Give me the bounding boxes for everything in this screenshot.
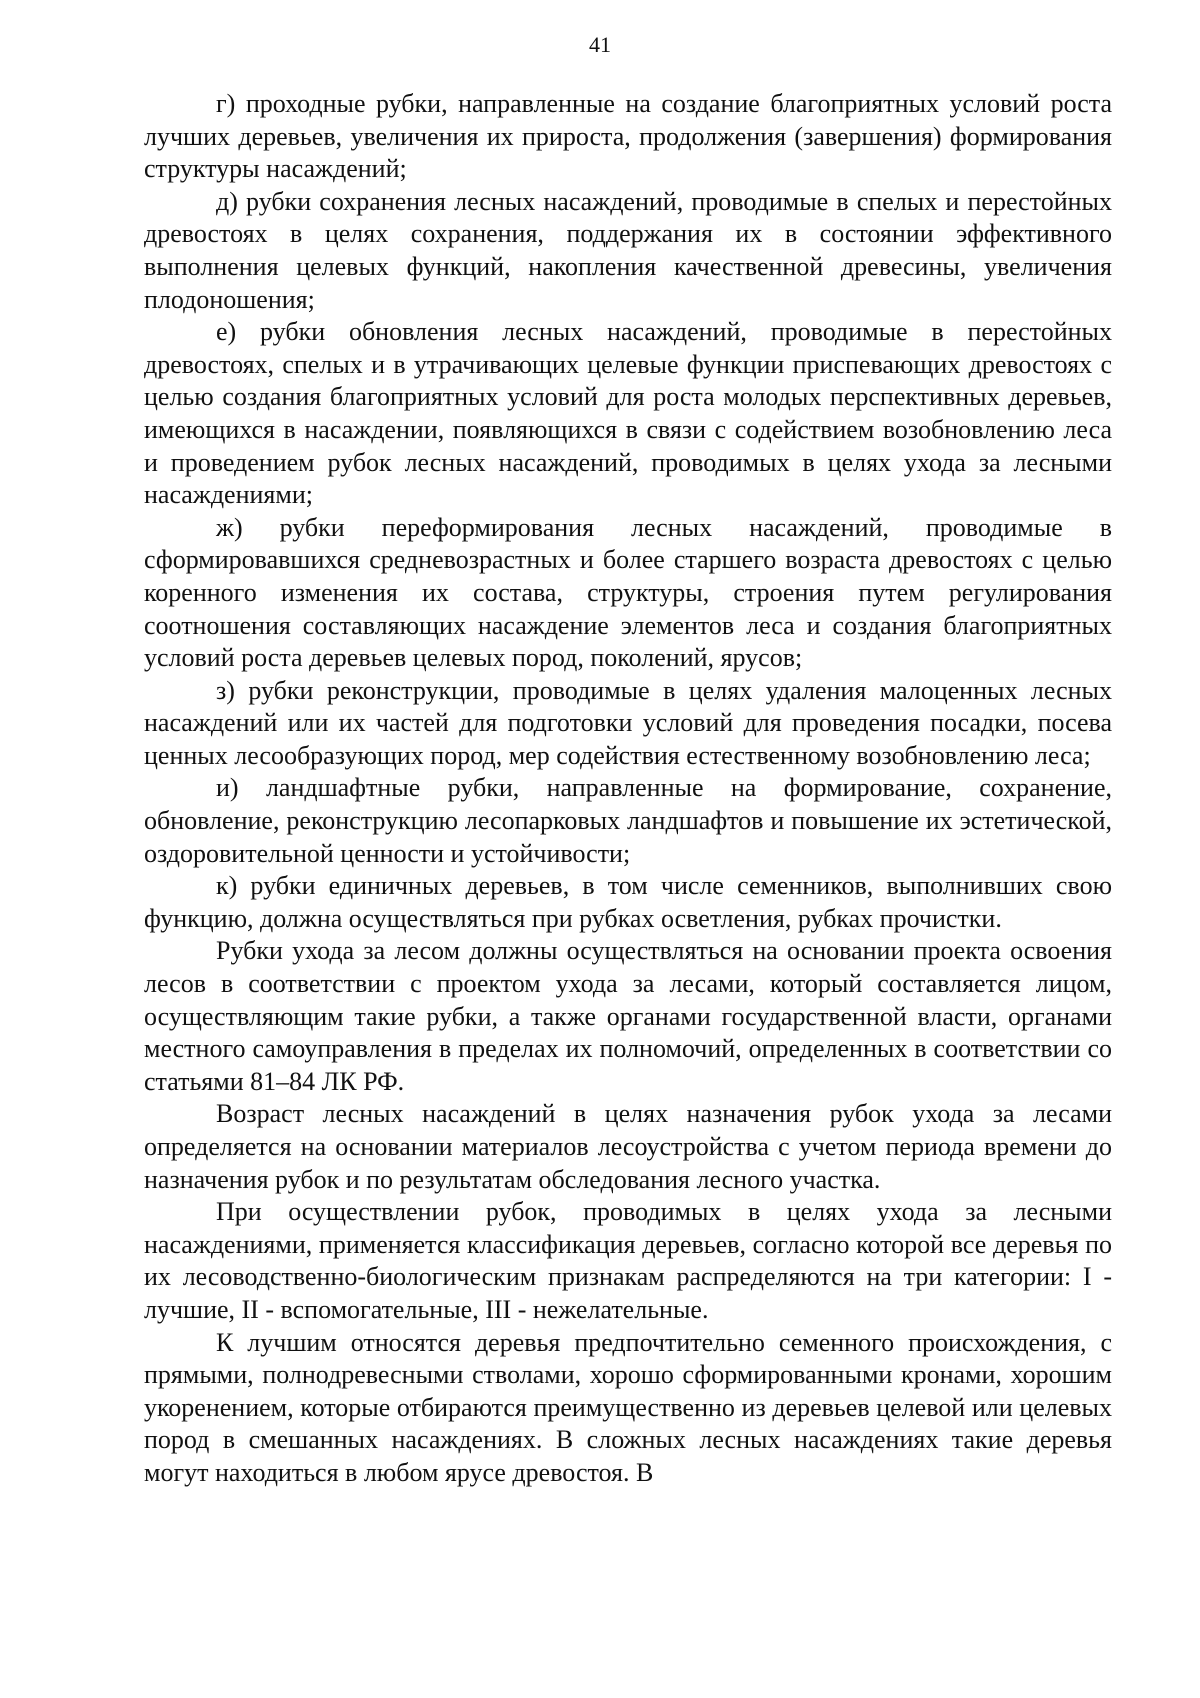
paragraph-best-trees: К лучшим относятся деревья предпочтительно семенного происхождения, с прямыми, полнодревесными стволами, хорошо сформированными кронами, хорошим укоренением, которые отбираются преимущественно из деревьев целевой или целевых пород в смешанных насаждениях. В сложных лесных насаждениях такие деревья могут находиться в любом ярусе древостоя. В [144, 1327, 1112, 1487]
paragraph-g: г) проходные рубки, направленные на создание благоприятных условий роста лучших деревьев, увеличения их прироста, продолжения (завершения) формирования структуры насаждений; [144, 89, 1112, 184]
paragraph-d: д) рубки сохранения лесных насаждений, проводимые в спелых и перестойных древостоях в целях сохранения, поддержания их в состоянии эффективного выполнения целевых функций, накопления качественной древесины, увеличения плодоношения; [144, 186, 1112, 314]
paragraph-i: и) ландшафтные рубки, направленные на формирование, сохранение, обновление, реконструкцию лесопарковых ландшафтов и повышение их эстетической, оздоровительной ценности и устойчивости; [144, 773, 1112, 868]
page-number: 41 [589, 32, 611, 57]
paragraph-thinning-project: Рубки ухода за лесом должны осуществляться на основании проекта освоения лесов в соответствии с проектом ухода за лесами, который составляется лицом, осуществляющим такие рубки, а также органами государственной власти, органами местного самоуправления в пределах их полномочий, определенных в соответствии со статьями 81–84 ЛК РФ. [144, 936, 1112, 1096]
paragraph-e: е) рубки обновления лесных насаждений, проводимые в перестойных древостоях, спелых и в утрачивающих целевые функции приспевающих древостоях с целью создания благоприятных условий для роста молодых перспективных деревьев, имеющихся в насаждении, появляющихся в связи с содействием возобновлению леса и проведением рубок лесных насаждений, проводимых в целях ухода за лесными насаждениями; [144, 317, 1112, 510]
paragraph-z: з) рубки реконструкции, проводимые в целях удаления малоценных лесных насаждений или их частей для подготовки условий для проведения посадки, посева ценных лесообразующих пород, мер содействия естественному возобновлению леса; [144, 675, 1112, 770]
paragraph-stand-age: Возраст лесных насаждений в целях назначения рубок ухода за лесами определяется на основании материалов лесоустройства с учетом периода времени до назначения рубок и по результатам обследования лесного участка. [144, 1099, 1112, 1194]
paragraph-tree-classification: При осуществлении рубок, проводимых в целях ухода за лесными насаждениями, применяется классификация деревьев, согласно которой все деревья по их лесоводственно-биологическим признакам распределяются на три категории: I - лучшие, II - вспомогательные, III - нежелательные. [144, 1197, 1112, 1324]
paragraph-k: к) рубки единичных деревьев, в том числе семенников, выполнивших свою функцию, должна осуществляться при рубках осветления, рубках прочистки. [144, 871, 1112, 933]
body-text [144, 88, 1112, 1490]
paragraph-zh: ж) рубки переформирования лесных насаждений, проводимые в сформировавшихся средневозрастных и более старшего возраста древостоях с целью коренного изменения их состава, структуры, строения путем регулирования соотношения составляющих насаждение элементов леса и создания благоприятных условий роста деревьев целевых пород, поколений, ярусов; [144, 512, 1112, 673]
